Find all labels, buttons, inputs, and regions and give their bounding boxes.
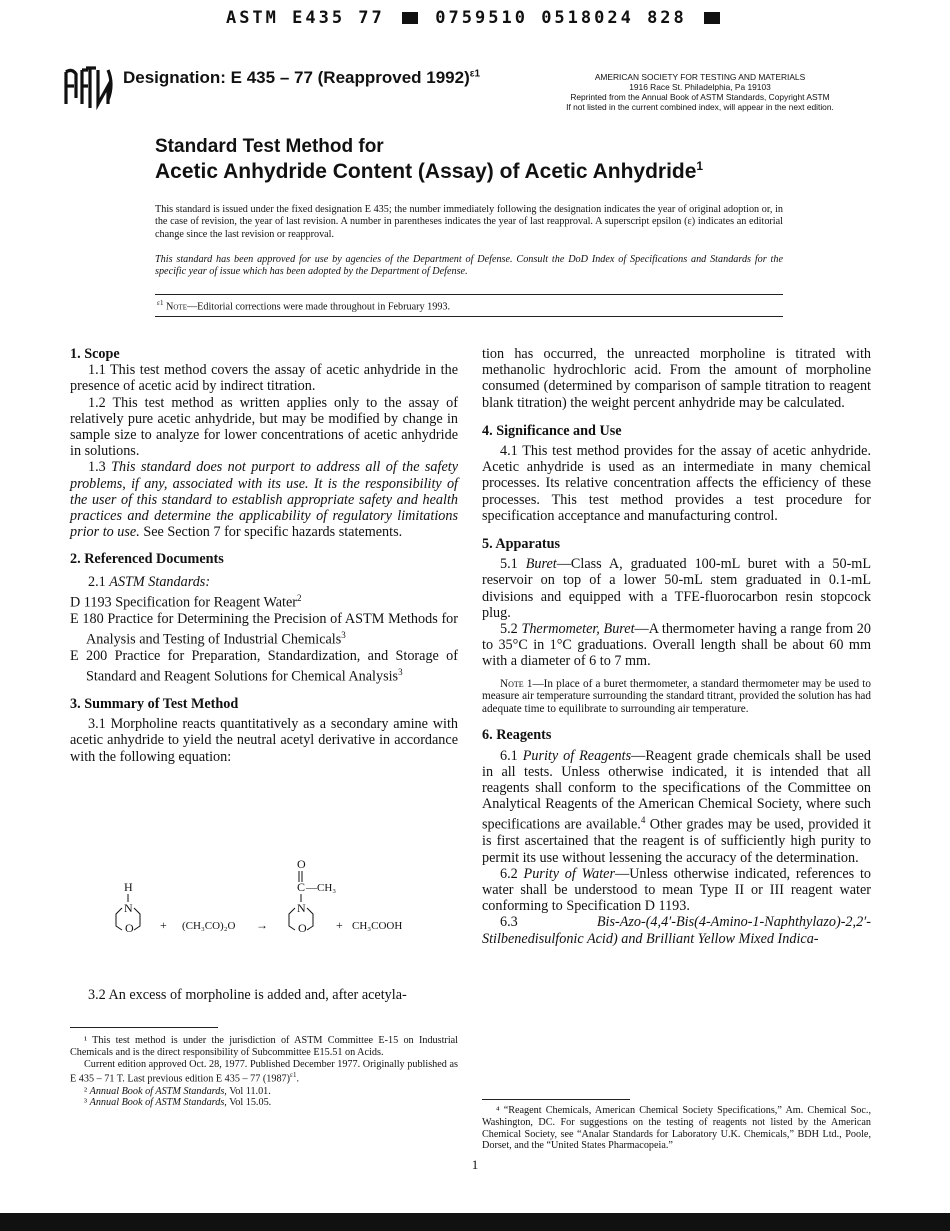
para-6-1-num: 6.1 (500, 747, 518, 764)
ref-e180 (70, 611, 458, 648)
para-6-3-num: 6.3 (500, 914, 518, 931)
para-5-2 (482, 621, 871, 670)
header-block-mark-end (704, 12, 720, 24)
para-3-2-continued: tion has occurred, the unreacted morpholine is titrated with methanolic hydrochloric acid. From the amount of morpholine consumed (determined by comparison of sample titration to reagent blank titration) the weight percent anhydride may be calculated. (482, 346, 871, 411)
section-1-heading: 1. Scope (70, 346, 120, 362)
product-n-label: N (297, 901, 306, 915)
society-address: 1916 Race St. Philadelphia, Pa 19103 (629, 82, 771, 92)
header-block-mark (402, 12, 418, 24)
plus-sign-2: + (336, 918, 343, 932)
footnote-2-num: ² (84, 1085, 88, 1097)
society-name: AMERICAN SOCIETY FOR TESTING AND MATERIALS (594, 72, 806, 82)
header-code-text: ASTM E435 77 (225, 8, 385, 28)
morpholine-h-label: H (124, 880, 133, 894)
footnote-4: ⁴ “Reagent Chemicals, American Chemical Society Specifications,” Am. Chemical Soc., Washington, DC. For suggestions on the testing of reagents not listed by the American Chemical Society, see “Analar Standards for Laboratory U.K. Chemicals,” BDH Ltd., Poole, Dorset, and the “United States Pharmacopeia.” (482, 1105, 871, 1152)
morpholine-n-label: N (124, 901, 133, 915)
title-line1: Standard Test Method for (155, 136, 384, 157)
designation-superscript: ε1 (469, 68, 481, 80)
editorial-note-label: Note (166, 301, 187, 313)
footnote-3 (70, 1097, 458, 1109)
ref-d1193-sup: 2 (296, 592, 302, 603)
para-5-1-num: 5.1 (500, 556, 518, 573)
para-6-2 (482, 866, 871, 915)
footnotes-left (70, 1035, 458, 1109)
para-3-2 (70, 987, 458, 1003)
scan-bottom-edge (0, 1213, 950, 1231)
footnote-3-vol: Vol 15.05. (226, 1097, 272, 1109)
reaction-arrow: → (256, 918, 268, 932)
para-2-1-num: 2.1 (88, 573, 106, 590)
para-6-1 (482, 748, 871, 866)
note-1-text: —In place of a buret thermometer, a standard thermometer may be used to measure air temperature surrounding the standard titrant, provided the solution has had adequate time to equilibrate to surrounding air temperature. (482, 677, 871, 715)
para-1-3-tail: See Section 7 for specific hazards statements. (143, 524, 403, 541)
plus-sign-1: + (160, 918, 167, 932)
para-1-3 (70, 459, 458, 540)
preamble-designation: This standard is issued under the fixed designation E 435; the number immediately following the designation indicates the year of original adoption or, in the case of revision, the year of last revision. A number in parentheses indicates the year of last reapproval. A superscript epsilon (ε) indicates an editorial change since the last revision or reapproval. (155, 204, 783, 240)
para-6-1-sup: 4 (640, 815, 646, 826)
ref-e180-sup: 3 (341, 629, 346, 640)
reaction-equation (104, 852, 434, 936)
right-column (482, 346, 871, 947)
para-2-1-text: ASTM Standards: (109, 573, 211, 590)
title-footnote-mark: 1 (696, 159, 704, 173)
preamble-rule-bottom (155, 316, 783, 317)
ref-e180-text: E 180 Practice for Determining the Precision of ASTM Methods for Analysis and Testing of Industrial Chemicals (70, 610, 458, 648)
footnote-2-vol: Vol 11.01. (226, 1085, 271, 1097)
footnote-rule-left (70, 1027, 218, 1028)
para-1-1: 1.1 This test method covers the assay of acetic anhydride in the presence of acetic acid by indirect titration. (70, 362, 458, 395)
editorial-note-sup: ε1 (157, 299, 164, 307)
para-6-2-term: Purity of Water (523, 865, 615, 882)
para-5-2-num: 5.2 (500, 621, 518, 638)
methyl-label: —CH₃ (306, 882, 337, 894)
preamble-rule-top (155, 294, 783, 295)
section-6-heading: 6. Reagents (482, 727, 552, 744)
footnote-2 (70, 1086, 458, 1098)
acetic-anhydride-formula: (CH₃CO)₂O (182, 920, 236, 932)
carbonyl-o-label: O (297, 857, 306, 871)
editorial-note (157, 299, 450, 312)
para-6-2-text: —Unless otherwise indicated, references to water shall be understood to mean Type II or III reagent water conforming to Specification D 1193. (482, 865, 871, 915)
footnote-1b-sup: ε1 (290, 1071, 297, 1080)
para-1-2: 1.2 This test method as written applies only to the assay of relatively pure acetic anhydride, but may be modified by change in sample size to analyze for lower concentrations of acetic anhydride in solutions. (70, 394, 458, 460)
title-line2 (155, 159, 703, 184)
section-5-heading: 5. Apparatus (482, 536, 561, 553)
acetic-acid-formula: CH₃COOH (352, 920, 403, 932)
designation-text: Designation: E 435 – 77 (Reapproved 1992) (123, 68, 470, 87)
designation (123, 68, 480, 88)
para-4-1: 4.1 This test method provides for the assay of acetic anhydride. Acetic anhydride is used as an intermediate in many chemical processes. Its relative concentration affects the efficiency of these processes. This test method provides a test procedure for specification acceptance and manufacturing control. (482, 443, 871, 524)
section-4-heading: 4. Significance and Use (482, 422, 622, 439)
para-6-3-term: Bis-Azo-(4,4′-Bis(4-Amino-1-Naphthylazo)-2,2′-Stilbenedisulfonic Acid) and Brilliant Yellow Mixed Indica- (482, 914, 871, 947)
para-1-3-num: 1.3 (88, 459, 106, 476)
society-reprint: Reprinted from the Annual Book of ASTM Standards, Copyright ASTM (570, 92, 830, 102)
para-6-3 (482, 914, 871, 946)
para-6-1-tail: Other grades may be used, provided it is first ascertained that the reagent is of sufficiently high purity to permit its use without lessening the accuracy of the determination. (482, 817, 871, 866)
ref-e200-sup: 3 (398, 667, 403, 678)
note-1 (482, 678, 871, 716)
para-5-1-term: Buret (525, 556, 557, 573)
para-3-1: 3.1 Morpholine reacts quantitatively as a secondary amine with acetic anhydride to yield the neutral acetyl derivative in accordance with the following equation: (70, 716, 458, 765)
footnote-2-title: Annual Book of ASTM Standards, (89, 1085, 227, 1097)
ref-d1193-text: D 1193 Specification for Reagent Water (70, 594, 297, 611)
footnotes-right (482, 1105, 871, 1152)
title-main: Acetic Anhydride Content (Assay) of Acetic Anhydride (155, 160, 697, 183)
page-number: 1 (471, 1157, 479, 1172)
left-column (70, 346, 458, 765)
para-6-1-text: —Reagent grade chemicals shall be used in all tests. Unless otherwise indicated, it is intended that all reagents shall conform to the specifications of the Committee on Analytical Reagents of the American Chemical Society, where such specifications are available. (482, 747, 872, 834)
para-3-2-text: 3.2 An excess of morpholine is added and, after acetyla- (88, 987, 407, 1003)
footnote-3-title: Annual Book of ASTM Standards, (89, 1097, 227, 1109)
para-5-1-text: —Class A, graduated 100-mL buret with a 50-mL reservoir on top of a lower 50-mL stem graduated in 0.1-mL divisions and equipped with a TFE-fluorocarbon resin stopcock plug. (482, 556, 872, 621)
society-block (510, 72, 890, 112)
para-1-3-italic: This standard does not purport to address all of the safety problems, if any, associated with its use. It is the responsibility of the user of this standard to establish appropriate safety and health practices and determine the applicability of regulatory limitations prior to use. (70, 459, 458, 541)
para-5-2-term: Thermometer, Buret (521, 621, 635, 638)
society-index-note: If not listed in the current combined index, will appear in the next edition. (566, 102, 834, 112)
footnote-3-num: ³ (84, 1097, 88, 1109)
para-6-1-term: Purity of Reagents (522, 747, 632, 764)
header-code-num1: 0759510 (435, 8, 528, 28)
ref-e200 (70, 648, 458, 685)
para-2-1 (70, 574, 458, 590)
product-o-label: O (298, 921, 307, 935)
ref-e200-text: E 200 Practice for Preparation, Standardization, and Storage of Standard and Reagent Solutions for Chemical Analysis (70, 647, 458, 685)
ref-d1193 (70, 590, 458, 611)
section-2-heading: 2. Referenced Documents (70, 551, 224, 568)
astm-logo-icon (62, 64, 116, 110)
footnote-1b-text: Current edition approved Oct. 28, 1977. Published December 1977. Originally published as E 435 – 71 T. Last previous edition E 435 – 77 (1987) (70, 1058, 458, 1085)
section-3-heading: 3. Summary of Test Method (70, 696, 239, 713)
header-code-num2: 0518024 828 (541, 8, 687, 28)
footnote-1: ¹ This test method is under the jurisdiction of ASTM Committee E-15 on Industrial Chemicals and is the direct responsibility of Subcommittee E15.51 on Acids. (70, 1035, 458, 1058)
footnote-rule-right (482, 1099, 630, 1100)
morpholine-o-label: O (125, 921, 134, 935)
preamble-dod: This standard has been approved for use by agencies of the Department of Defense. Consult the DoD Index of Specifications and Standards for the specific year of issue which has been adopted by the Department of Defense. (155, 254, 783, 278)
note-1-label: Note 1 (500, 677, 533, 690)
para-6-2-num: 6.2 (500, 865, 518, 882)
footnote-1b: Current edition approved Oct. 28, 1977. Published December 1977. Originally published as E 435 – 71 T. Last previous edition E 435 – 77 $(1987)^{\varepsilon 1}$. (70, 1058, 458, 1085)
para-5-2-text: —A thermometer having a range from 20 to 35°C in 1°C graduations. Overall length shall be about 60 mm with a diameter of 6 to 7 mm. (482, 621, 871, 670)
para-5-1 (482, 556, 871, 621)
header-code (0, 8, 950, 28)
carbonyl-c-label: C (297, 880, 306, 894)
editorial-note-text: —Editorial corrections were made throughout in February 1993. (186, 301, 451, 313)
